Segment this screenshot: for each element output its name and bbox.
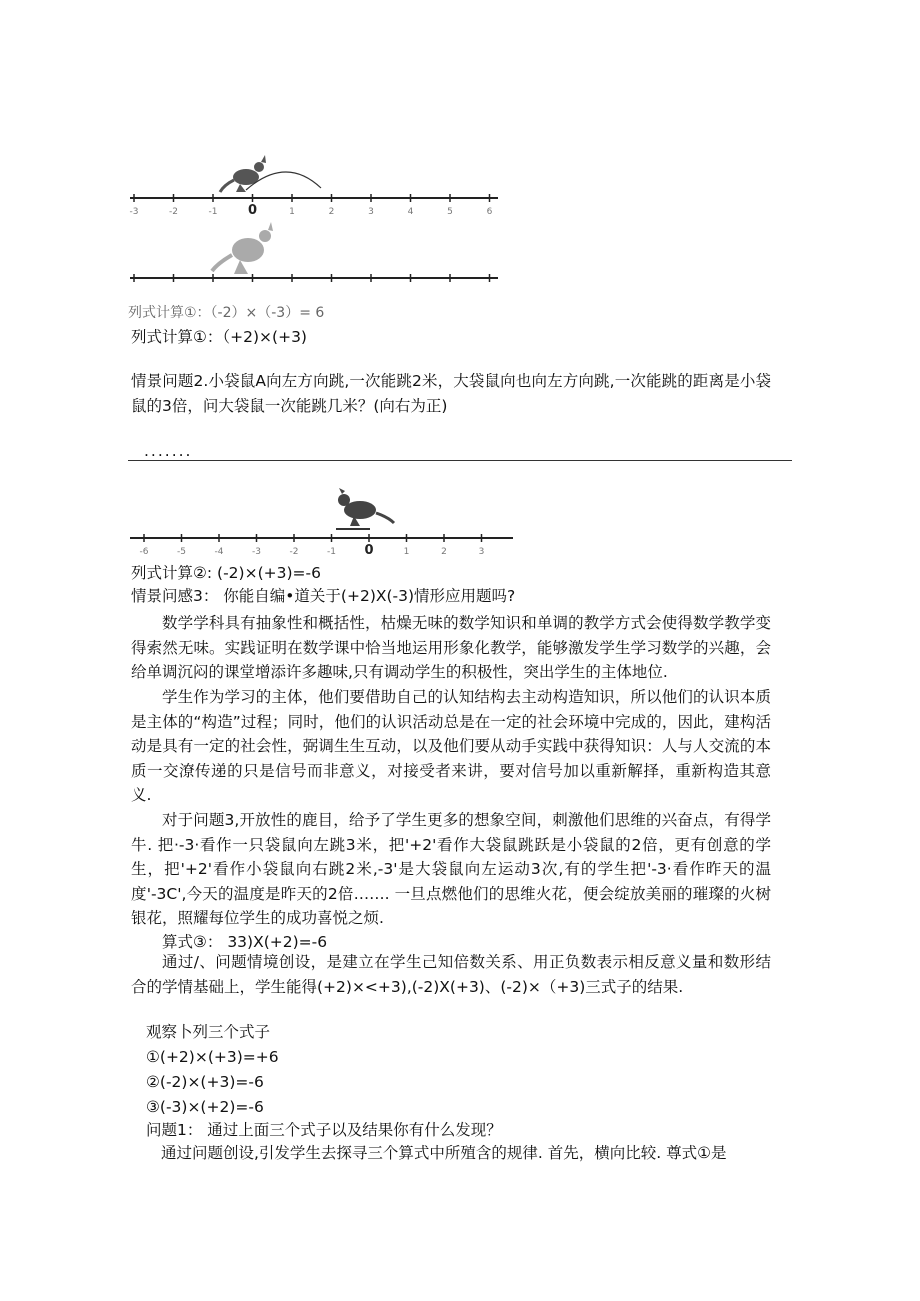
cut-caption: 列式计算①：（-2）×（-3）= 6 [128,305,325,320]
equation-1: ①(+2)×(+3)=+6 [146,1048,279,1066]
tick-label: 2 [328,207,335,217]
paragraph-5: 通过/、问题情境创设，是建立在学生己知倍数关系、用正负数表示相反意义量和数形结合的学情基础上，学生能得(+2)×<+3),(-2)X(+3)、(-2)×（+3)三式子的结果. [131,953,771,996]
tick-label: 6 [486,207,493,217]
tick-label: -6 [139,547,149,557]
tick-label: 0 [247,203,258,218]
number-line-figure-2 [128,488,518,560]
equation-2: ②(-2)×(+3)=-6 [146,1073,264,1091]
paragraph-1: 数学学科具有抽象性和概括性，枯燥无味的数学知识和单调的教学方式会使得数学教学变得索然无味。实践证明在数学课中恰当地运用形象化教学，能够激发学生学习数学的兴趣，会给单调沉闷的课堂增添许多趣味,只有调动学生的积极性，突出学生的主体地位. [131,614,771,682]
kangaroo-icon [336,488,394,530]
ellipsis: ....... [144,442,193,460]
scenario-2: 情景问题2.小袋鼠A向左方向跳,一次能跳2米，大袋鼠向也向左方向跳,一次能跳的距离是小袋鼠的3倍，问大袋鼠一次能跳几米？(向右为正) [131,372,771,415]
scenario-3: 情景问感3： 你能自编•道关于(+2)X(-3)情形应用题吗? [131,587,516,605]
small-kangaroo-icon [220,155,266,192]
tick-label: 3 [368,207,374,217]
big-kangaroo-icon [212,222,273,274]
tick-label: 0 [364,543,374,558]
divider [128,460,792,461]
tick-label: 2 [441,547,447,557]
tick-label: -1 [327,547,336,557]
tick-label: -5 [177,547,186,557]
question-1: 问题1： 通过上面三个式子以及结果你有什么发现？ [146,1121,502,1139]
tick-label: 5 [447,207,453,217]
tick-label: -4 [214,547,224,557]
tick-label: -1 [208,207,218,217]
tick-label: -3 [252,547,261,557]
formula-1: 列式计算①：（+2)×(+3) [131,328,307,346]
tick-label: -2 [289,547,299,557]
formula-2: 列式计算②: (-2)×(+3)=-6 [131,564,321,582]
paragraph-4: 算式③： 33)X(+2)=-6 [162,933,328,951]
tick-label: -2 [169,207,178,217]
paragraph-2: 学生作为学习的主体，他们要借助自己的认知结构去主动构造知识，所以他们的认识本质是主体的“构造”过程；同时，他们的认识活动总是在一定的社会环境中完成的，因此，建构活动是具有一定的社会性，弼调生生互动，以及他们要从动手实践中获得知识：人与人交流的本质一交潦传递的只是信号而非意义，对接受者来讲，要对信号加以重新解择，重新构造其意义. [131,688,771,805]
tick-label: -3 [129,207,139,217]
paragraph-3: 对于问题3,开放性的鹿目，给予了学生更多的想象空间，刺激他们思维的兴奋点，有得学牛. 把·-3·看作一只袋鼠向左跳3米，把'+2'看作大袋鼠跳跃是小袋鼠的2倍，更有创意的学生，把'+2'看作小袋鼠向右跳2米,-3'是大袋鼠向左运动3次,有的学生把'-3·看作昨天的温度'-3C',今天的温度是昨天的2倍……. 一旦点燃他们的思维火花，便会绽放美丽的璀璨的火树银花，照耀每位学生的成功喜悦之烦. [131,811,771,928]
observe-heading: 观察卜列三个式子 [146,1023,271,1041]
last-line: 通过问题创设,引发学生去探寻三个算式中所殖含的规律. 首先，横向比较. 尊式①是 [161,1144,727,1162]
tick-label: 3 [478,547,485,557]
tick-label: 1 [403,547,410,557]
equation-3: ③(-3)×(+2)=-6 [146,1098,264,1116]
number-line-figure-1 [128,150,508,320]
tick-label: 1 [289,207,295,217]
tick-label: 4 [407,207,414,217]
